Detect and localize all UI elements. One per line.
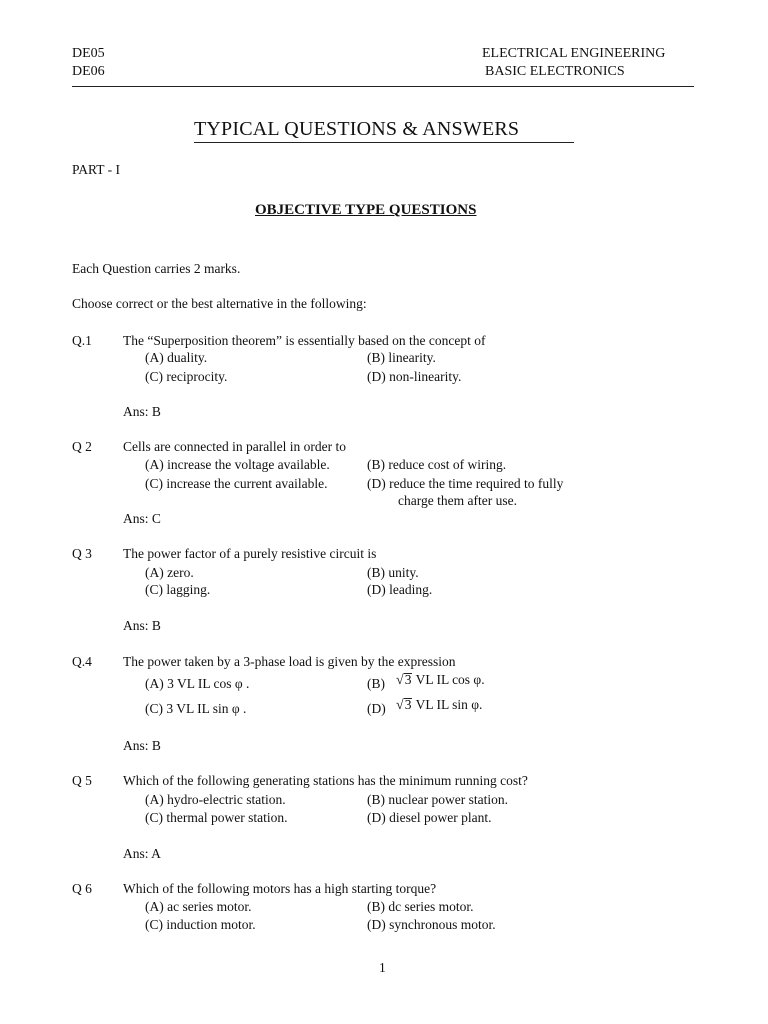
title-underline xyxy=(194,142,574,143)
page-title: TYPICAL QUESTIONS & ANSWERS xyxy=(194,118,520,140)
answer: Ans: B xyxy=(123,618,161,633)
section-title: OBJECTIVE TYPE QUESTIONS xyxy=(255,202,477,218)
option-d: (D) diesel power plant. xyxy=(367,810,492,825)
option-a: (A) 3 VL IL cos φ . xyxy=(145,676,250,691)
header-code-1: DE05 xyxy=(72,46,105,61)
option-b-label: (B) xyxy=(367,676,385,691)
question-text: Cells are connected in parallel in order to xyxy=(123,439,347,454)
option-d-expression xyxy=(396,697,482,714)
option-d-expression-text: VL IL sin φ. xyxy=(415,697,483,712)
option-c: (C) 3 VL IL sin φ . xyxy=(145,701,247,716)
option-b: (B) unity. xyxy=(367,565,419,580)
square-root-icon: √ xyxy=(396,673,404,688)
header-subject-1: ELECTRICAL ENGINEERING xyxy=(482,46,666,61)
option-d: (D) synchronous motor. xyxy=(367,917,496,932)
square-root-icon: √ xyxy=(396,698,404,713)
root-digit: 3 xyxy=(404,697,412,712)
option-c: (C) increase the current available. xyxy=(145,476,328,491)
header-subject-2: BASIC ELECTRONICS xyxy=(485,64,625,79)
option-b: (B) dc series motor. xyxy=(367,899,474,914)
option-b: (B) nuclear power station. xyxy=(367,792,508,807)
answer: Ans: A xyxy=(123,846,161,861)
option-c: (C) lagging. xyxy=(145,582,211,597)
option-d-continuation: charge them after use. xyxy=(398,493,517,508)
option-c: (C) thermal power station. xyxy=(145,810,288,825)
instruction-choose: Choose correct or the best alternative in the following: xyxy=(72,296,367,311)
question-number: Q 5 xyxy=(72,773,92,788)
question-text: The “Superposition theorem” is essentially based on the concept of xyxy=(123,333,486,348)
page-number: 1 xyxy=(379,960,386,975)
question-number: Q 2 xyxy=(72,439,92,454)
option-b: (B) reduce cost of wiring. xyxy=(367,457,507,472)
answer: Ans: B xyxy=(123,738,161,753)
answer: Ans: C xyxy=(123,511,161,526)
option-b: (B) linearity. xyxy=(367,350,436,365)
option-d: (D) reduce the time required to fully xyxy=(367,476,564,491)
instruction-marks: Each Question carries 2 marks. xyxy=(72,261,241,276)
root-digit: 3 xyxy=(404,672,412,687)
option-a: (A) increase the voltage available. xyxy=(145,457,330,472)
question-number: Q.4 xyxy=(72,654,92,669)
question-text: Which of the following generating stations has the minimum running cost? xyxy=(123,773,528,788)
question-text: The power taken by a 3-phase load is given by the expression xyxy=(123,654,456,669)
answer: Ans: B xyxy=(123,404,161,419)
header-code-2: DE06 xyxy=(72,64,105,79)
question-number: Q 3 xyxy=(72,546,92,561)
question-number: Q 6 xyxy=(72,881,92,896)
option-a: (A) ac series motor. xyxy=(145,899,252,914)
option-a: (A) hydro-electric station. xyxy=(145,792,286,807)
option-b-expression xyxy=(396,672,485,689)
option-a: (A) duality. xyxy=(145,350,208,365)
option-c: (C) induction motor. xyxy=(145,917,256,932)
option-d: (D) non-linearity. xyxy=(367,369,462,384)
part-label: PART - I xyxy=(72,162,120,177)
option-b-expression-text: VL IL cos φ. xyxy=(415,672,485,687)
option-a: (A) zero. xyxy=(145,565,194,580)
option-d: (D) leading. xyxy=(367,582,433,597)
header-rule xyxy=(72,86,694,87)
option-d-label: (D) xyxy=(367,701,386,716)
question-text: The power factor of a purely resistive circuit is xyxy=(123,546,377,561)
question-text: Which of the following motors has a high starting torque? xyxy=(123,881,437,896)
option-c: (C) reciprocity. xyxy=(145,369,228,384)
question-number: Q.1 xyxy=(72,333,92,348)
